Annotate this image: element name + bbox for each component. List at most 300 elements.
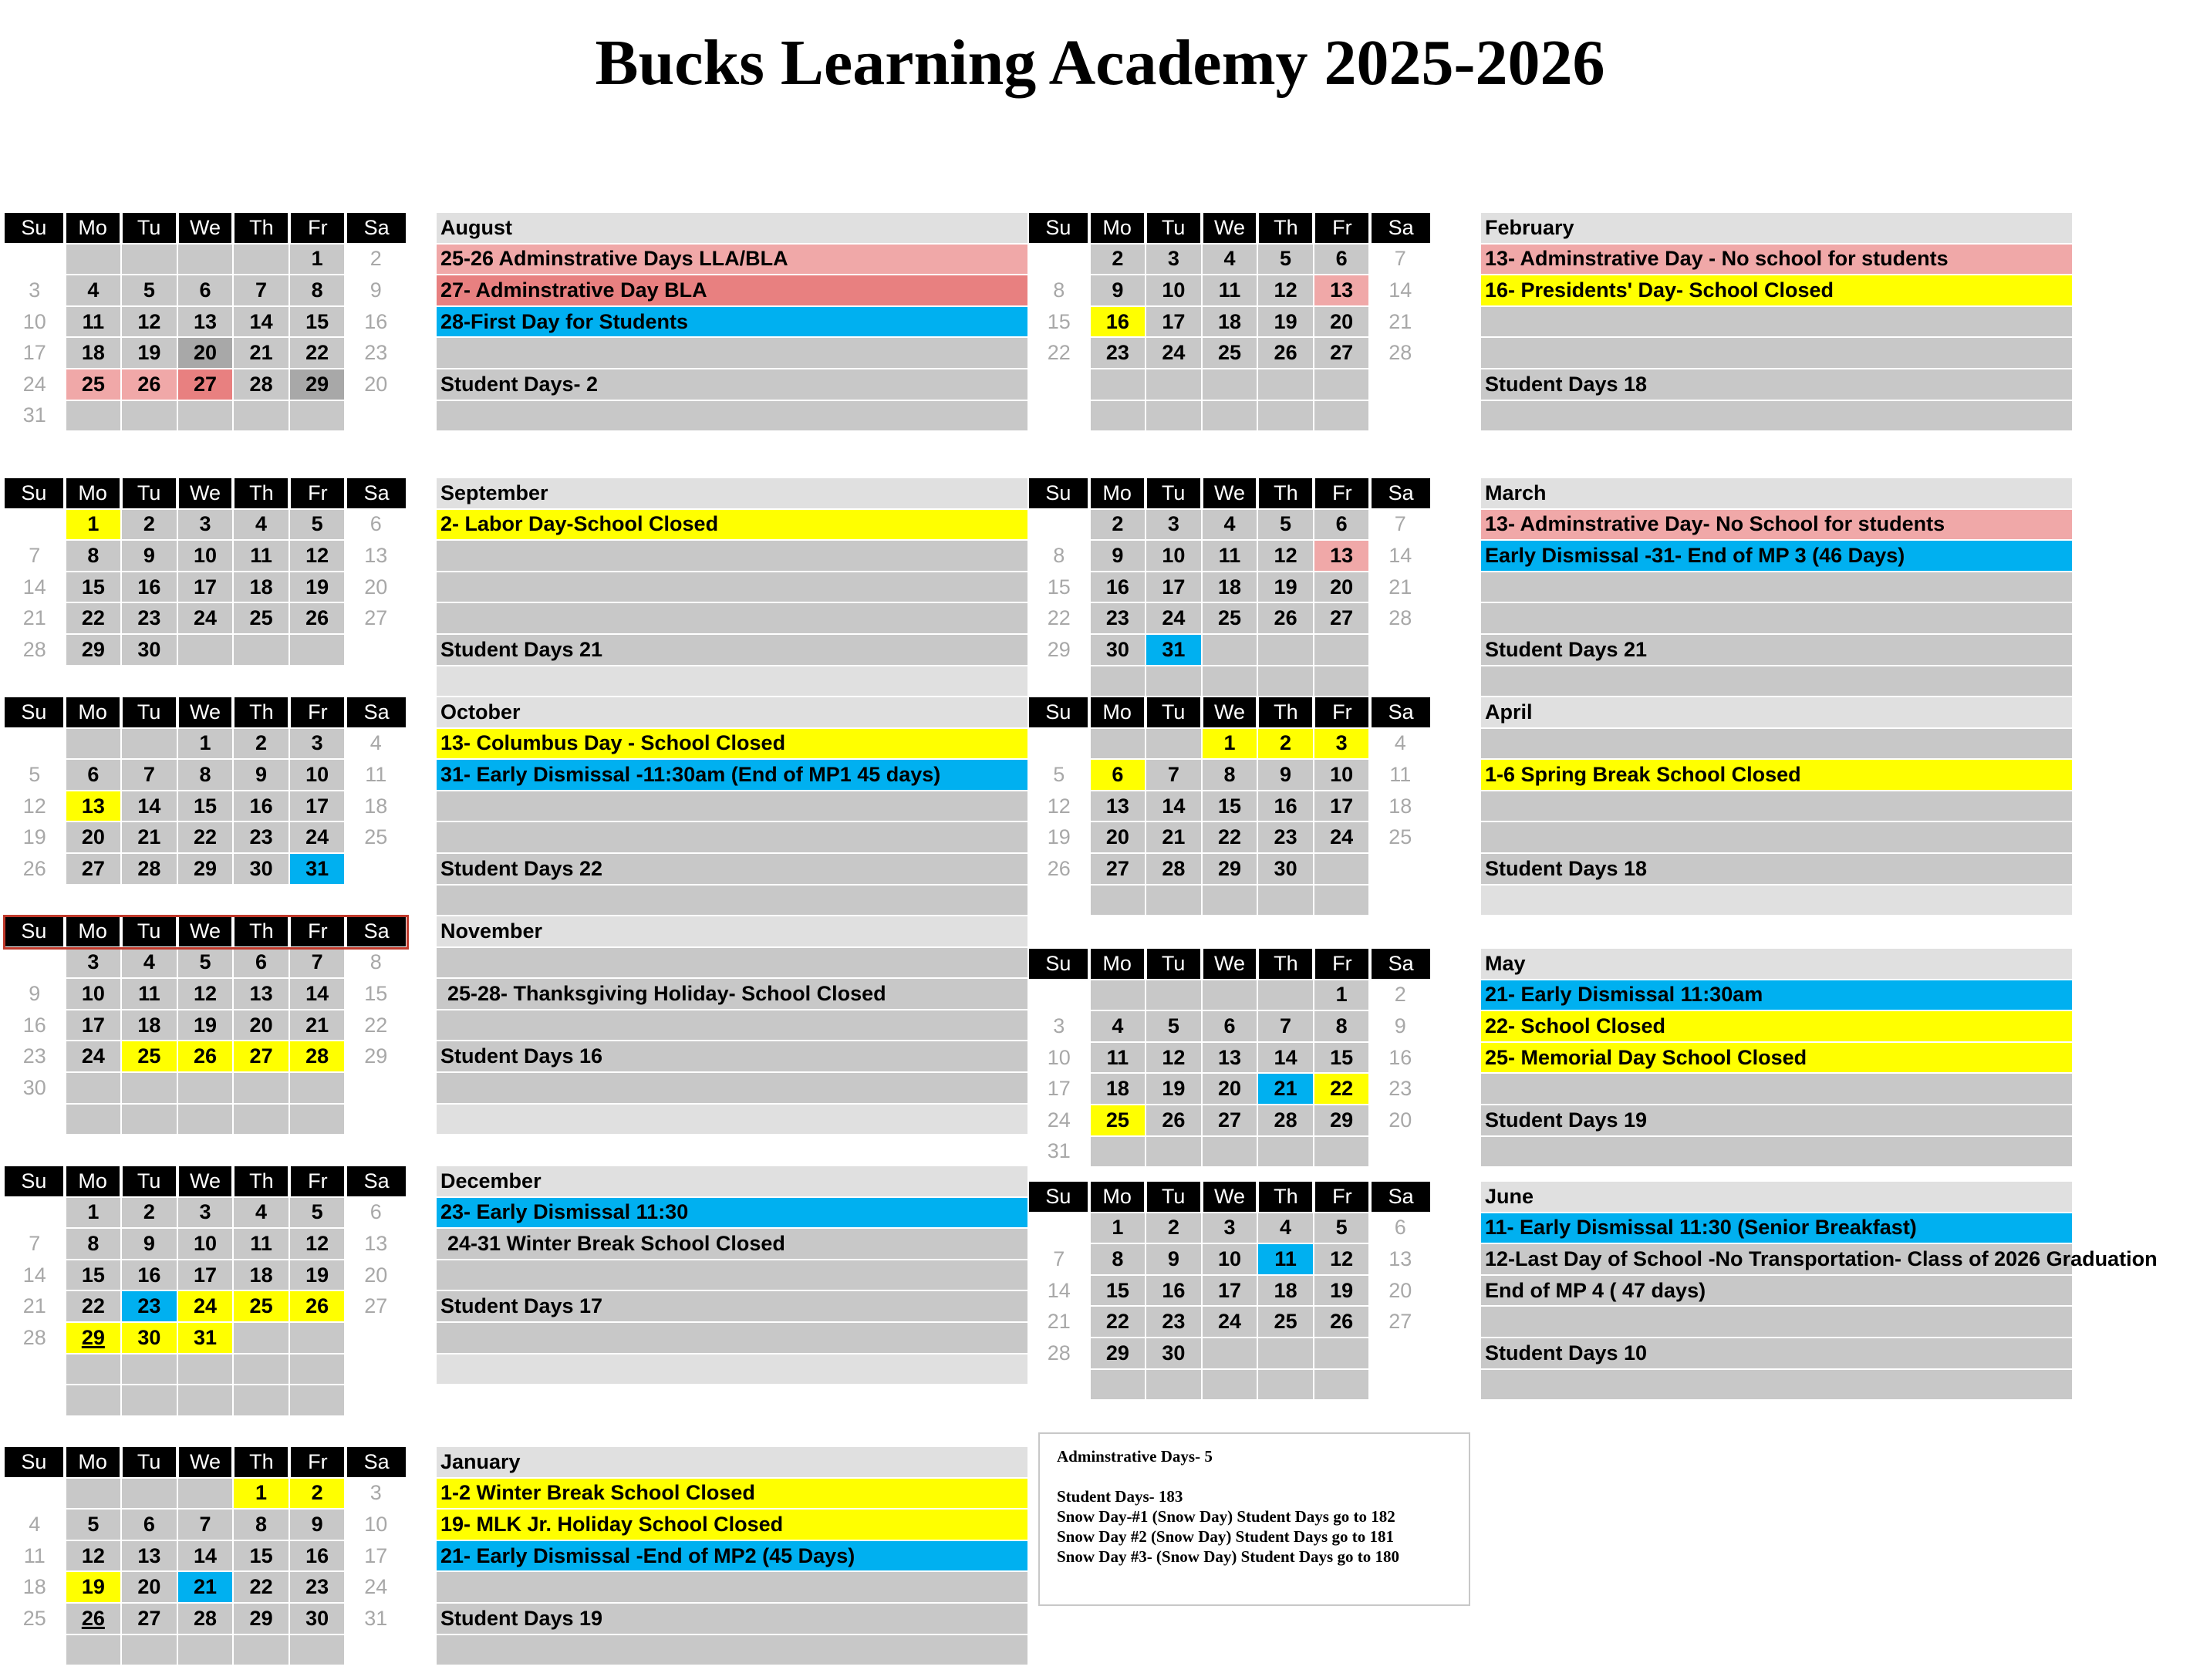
day-number: 4 bbox=[1223, 247, 1236, 271]
day-number: 18 bbox=[81, 341, 105, 365]
day-cell bbox=[1091, 729, 1147, 761]
day-cell bbox=[122, 541, 178, 572]
day-cell bbox=[178, 369, 235, 401]
day-number: 11 bbox=[1389, 762, 1412, 786]
day-number: 28 bbox=[137, 856, 161, 880]
weekday-mo: Mo bbox=[1091, 1182, 1146, 1213]
day-number: 21 bbox=[1274, 1077, 1297, 1101]
day-number: 22 bbox=[81, 1294, 105, 1318]
day-number: 11 bbox=[250, 1231, 272, 1255]
day-number: 13 bbox=[193, 309, 218, 333]
day-cell bbox=[5, 541, 66, 572]
day-cell bbox=[1029, 791, 1091, 823]
week-row bbox=[5, 979, 407, 1010]
day-number: 15 bbox=[1105, 1278, 1129, 1302]
day-number: 22 bbox=[1105, 1310, 1129, 1334]
day-number: 25 bbox=[22, 1606, 46, 1630]
notes-mar bbox=[1481, 478, 2072, 697]
day-cell bbox=[1091, 1338, 1147, 1370]
weekday-tu: Tu bbox=[123, 478, 177, 510]
day-cell bbox=[1029, 886, 1091, 917]
day-number: 14 bbox=[22, 1263, 46, 1287]
week-row bbox=[5, 1479, 407, 1510]
weekday-th: Th bbox=[235, 1166, 289, 1198]
day-cell bbox=[178, 1323, 235, 1354]
week-row bbox=[5, 1105, 407, 1136]
day-number: 20 bbox=[1330, 309, 1354, 333]
day-number: 7 bbox=[311, 950, 323, 974]
day-cell bbox=[122, 822, 178, 854]
weekday-header bbox=[1029, 697, 1432, 729]
day-number: 17 bbox=[305, 794, 329, 818]
day-cell bbox=[178, 791, 235, 823]
day-number: 18 bbox=[249, 1263, 273, 1287]
day-number: 31 bbox=[305, 856, 329, 880]
day-cell bbox=[5, 1010, 66, 1042]
day-cell bbox=[1029, 635, 1091, 666]
day-cell bbox=[122, 1385, 178, 1417]
day-number: 31 bbox=[1047, 1139, 1071, 1163]
week-row bbox=[1029, 1370, 1432, 1402]
week-row bbox=[5, 1385, 407, 1417]
week-row bbox=[1029, 572, 1432, 604]
week-row bbox=[1029, 275, 1432, 307]
day-cell bbox=[1314, 886, 1371, 917]
day-cell bbox=[1146, 1338, 1203, 1370]
note-row-empty bbox=[1481, 572, 2072, 604]
day-number: 6 bbox=[1112, 762, 1124, 786]
day-number: 18 bbox=[1274, 1278, 1297, 1302]
day-number: 5 bbox=[87, 1512, 100, 1536]
week-row bbox=[1029, 1244, 1432, 1276]
day-number: 7 bbox=[1053, 1247, 1065, 1270]
day-cell bbox=[122, 572, 178, 604]
day-number: 23 bbox=[305, 1575, 329, 1599]
week-row bbox=[1029, 854, 1432, 886]
day-number: 25 bbox=[1388, 825, 1412, 849]
week-row bbox=[5, 307, 407, 339]
note-row-empty bbox=[437, 572, 1027, 604]
day-number: 2 bbox=[369, 247, 382, 271]
day-cell bbox=[1258, 666, 1314, 698]
day-cell bbox=[234, 791, 290, 823]
day-cell bbox=[1370, 729, 1432, 761]
month-name: September bbox=[437, 478, 1027, 510]
day-number: 6 bbox=[369, 512, 382, 536]
week-row bbox=[5, 1510, 407, 1541]
day-cell bbox=[1370, 541, 1432, 572]
day-cell bbox=[1029, 510, 1091, 541]
day-cell bbox=[234, 635, 290, 666]
day-number: 9 bbox=[311, 1512, 323, 1536]
day-number: 16 bbox=[1274, 794, 1297, 818]
day-number: 23 bbox=[1388, 1077, 1412, 1101]
day-cell bbox=[1029, 822, 1091, 854]
day-cell bbox=[5, 1229, 66, 1260]
day-number: 3 bbox=[29, 278, 41, 302]
day-cell bbox=[66, 791, 123, 823]
week-row bbox=[1029, 369, 1432, 401]
weekday-we: We bbox=[1203, 478, 1258, 510]
month-name: December bbox=[437, 1166, 1027, 1198]
day-cell bbox=[290, 307, 346, 339]
day-number: 10 bbox=[193, 1231, 218, 1255]
week-row bbox=[5, 635, 407, 666]
day-cell bbox=[5, 1354, 66, 1386]
day-cell bbox=[178, 1073, 235, 1105]
day-number: 19 bbox=[137, 341, 161, 365]
day-cell bbox=[178, 1604, 235, 1635]
week-row bbox=[1029, 1043, 1432, 1074]
day-cell bbox=[1091, 854, 1147, 886]
weekday-fr: Fr bbox=[291, 916, 346, 948]
day-number: 27 bbox=[364, 1294, 388, 1318]
weekday-su: Su bbox=[5, 1447, 65, 1479]
day-cell bbox=[5, 948, 66, 980]
day-cell bbox=[346, 1260, 407, 1292]
day-cell bbox=[1091, 307, 1147, 339]
day-number: 17 bbox=[193, 1263, 218, 1287]
day-number: 25 bbox=[81, 372, 105, 396]
day-number: 14 bbox=[137, 794, 161, 818]
day-cell bbox=[1314, 854, 1371, 886]
day-cell bbox=[290, 822, 346, 854]
weekday-su: Su bbox=[1029, 1182, 1089, 1213]
day-number: 1 bbox=[1335, 983, 1348, 1007]
note-row-empty bbox=[1481, 822, 2072, 854]
day-cell bbox=[178, 1105, 235, 1136]
day-number: 27 bbox=[249, 1044, 273, 1068]
day-cell bbox=[290, 1105, 346, 1136]
day-number: 4 bbox=[369, 731, 382, 755]
day-cell bbox=[234, 1198, 290, 1230]
day-cell bbox=[178, 1635, 235, 1667]
day-number: 24 bbox=[22, 372, 46, 396]
day-cell bbox=[346, 1323, 407, 1354]
weekday-fr: Fr bbox=[291, 697, 346, 729]
day-number: 11 bbox=[1218, 543, 1241, 567]
week-row bbox=[5, 1010, 407, 1042]
day-cell bbox=[1258, 1244, 1314, 1276]
weekday-tu: Tu bbox=[123, 1447, 177, 1479]
day-cell bbox=[66, 541, 123, 572]
day-cell bbox=[1146, 1244, 1203, 1276]
month-name: February bbox=[1481, 213, 2072, 245]
day-cell bbox=[1314, 666, 1371, 698]
note-row-empty bbox=[437, 948, 1027, 980]
note-row: Student Days 19 bbox=[437, 1604, 1027, 1635]
note-row: 25-26 Adminstrative Days LLA/BLA bbox=[437, 245, 1027, 276]
day-cell bbox=[1091, 338, 1147, 369]
day-number: 16 bbox=[137, 1263, 161, 1287]
day-cell bbox=[1258, 245, 1314, 276]
day-cell bbox=[1370, 886, 1432, 917]
day-number: 9 bbox=[143, 1231, 155, 1255]
day-cell bbox=[234, 401, 290, 433]
day-number: 19 bbox=[22, 825, 46, 849]
day-cell bbox=[5, 1385, 66, 1417]
day-cell bbox=[1258, 603, 1314, 635]
weekday-tu: Tu bbox=[123, 213, 177, 245]
day-cell bbox=[290, 369, 346, 401]
week-row bbox=[1029, 729, 1432, 761]
day-cell bbox=[1314, 572, 1371, 604]
day-number: 16 bbox=[22, 1013, 46, 1037]
day-number: 20 bbox=[364, 372, 388, 396]
day-number: 28 bbox=[22, 1325, 46, 1349]
day-cell bbox=[1314, 791, 1371, 823]
day-cell bbox=[346, 1105, 407, 1136]
note-row-empty bbox=[437, 1073, 1027, 1105]
day-cell bbox=[122, 854, 178, 886]
note-row: 11- Early Dismissal 11:30 (Senior Breakfast) bbox=[1481, 1213, 2072, 1245]
day-number: 19 bbox=[1162, 1077, 1186, 1101]
day-cell bbox=[1203, 510, 1259, 541]
day-number: 6 bbox=[255, 950, 268, 974]
week-row bbox=[5, 760, 407, 791]
day-number: 2 bbox=[143, 512, 155, 536]
week-row bbox=[5, 510, 407, 541]
day-number: 15 bbox=[1047, 575, 1071, 599]
day-number: 13 bbox=[81, 794, 105, 818]
day-cell bbox=[5, 1291, 66, 1323]
day-cell bbox=[290, 1635, 346, 1667]
day-cell bbox=[346, 854, 407, 886]
day-cell bbox=[1314, 1276, 1371, 1307]
weekday-fr: Fr bbox=[291, 478, 346, 510]
weekday-sa: Sa bbox=[347, 478, 407, 510]
day-cell bbox=[1258, 886, 1314, 917]
note-row-empty bbox=[437, 822, 1027, 854]
weekday-mo: Mo bbox=[66, 478, 121, 510]
day-cell bbox=[1029, 1105, 1091, 1137]
day-number: 16 bbox=[1162, 1278, 1186, 1302]
day-number: 7 bbox=[1280, 1014, 1292, 1037]
day-number: 13 bbox=[1388, 1247, 1412, 1270]
weekday-we: We bbox=[1203, 697, 1258, 729]
day-number: 23 bbox=[249, 825, 273, 849]
day-cell bbox=[178, 1229, 235, 1260]
day-number: 26 bbox=[305, 606, 329, 630]
day-cell bbox=[178, 401, 235, 433]
day-number: 15 bbox=[1330, 1045, 1354, 1069]
day-number: 5 bbox=[1280, 512, 1292, 536]
day-number: 29 bbox=[1105, 1341, 1129, 1365]
day-cell bbox=[234, 275, 290, 307]
day-cell bbox=[1258, 1011, 1314, 1043]
day-cell bbox=[122, 1010, 178, 1042]
day-cell bbox=[234, 854, 290, 886]
day-number: 3 bbox=[369, 1481, 382, 1505]
month-name: March bbox=[1481, 478, 2072, 510]
week-row bbox=[5, 1635, 407, 1667]
notes-feb bbox=[1481, 213, 2072, 432]
day-cell bbox=[1258, 1370, 1314, 1402]
day-number: 14 bbox=[1388, 543, 1412, 567]
day-number: 25 bbox=[249, 606, 273, 630]
day-cell bbox=[1314, 401, 1371, 433]
week-row bbox=[1029, 1276, 1432, 1307]
weekday-fr: Fr bbox=[1315, 213, 1370, 245]
day-cell bbox=[346, 1604, 407, 1635]
day-cell bbox=[290, 979, 346, 1010]
weekday-we: We bbox=[179, 478, 234, 510]
day-number: 9 bbox=[255, 762, 268, 786]
day-cell bbox=[234, 1572, 290, 1604]
day-cell bbox=[5, 1073, 66, 1105]
day-number: 26 bbox=[1162, 1108, 1186, 1132]
day-number: 27 bbox=[137, 1606, 161, 1630]
note-row: 25-28- Thanksgiving Holiday- School Closed bbox=[437, 979, 1027, 1010]
day-cell bbox=[178, 510, 235, 541]
day-cell bbox=[1314, 1307, 1371, 1338]
week-row bbox=[5, 1041, 407, 1073]
day-number: 25 bbox=[1217, 341, 1242, 365]
day-number: 29 bbox=[1330, 1108, 1354, 1132]
day-cell bbox=[1203, 1137, 1259, 1169]
weekday-header bbox=[5, 1166, 407, 1198]
day-cell bbox=[178, 1510, 235, 1541]
weekday-sa: Sa bbox=[1372, 1182, 1432, 1213]
week-row bbox=[5, 1541, 407, 1573]
day-cell bbox=[1029, 338, 1091, 369]
note-row-empty bbox=[437, 666, 1027, 698]
week-row bbox=[1029, 1338, 1432, 1370]
day-number: 29 bbox=[1217, 856, 1242, 880]
summary-snow-day-2: Snow Day #2 (Snow Day) Student Days go to 181 bbox=[1057, 1527, 1394, 1546]
day-cell bbox=[234, 1354, 290, 1386]
weekday-sa: Sa bbox=[347, 1447, 407, 1479]
day-number: 1 bbox=[1223, 731, 1236, 755]
day-cell bbox=[346, 1479, 407, 1510]
day-cell bbox=[346, 369, 407, 401]
day-number: 21 bbox=[1388, 575, 1412, 599]
day-cell bbox=[234, 307, 290, 339]
day-number: 19 bbox=[81, 1575, 105, 1599]
week-row bbox=[5, 1354, 407, 1386]
day-number: 8 bbox=[199, 762, 211, 786]
note-row: Student Days 16 bbox=[437, 1041, 1027, 1073]
day-cell bbox=[5, 979, 66, 1010]
week-row bbox=[1029, 510, 1432, 541]
month-name: November bbox=[437, 916, 1027, 948]
day-number: 5 bbox=[311, 512, 323, 536]
week-row bbox=[5, 245, 407, 276]
day-number: 11 bbox=[23, 1543, 46, 1567]
day-cell bbox=[1314, 1370, 1371, 1402]
day-number: 25 bbox=[249, 1294, 273, 1318]
day-number: 3 bbox=[199, 512, 211, 536]
month-name: October bbox=[437, 697, 1027, 729]
day-number: 8 bbox=[369, 950, 382, 974]
weekday-su: Su bbox=[5, 916, 65, 948]
day-cell bbox=[1314, 1074, 1371, 1105]
note-row-empty bbox=[437, 1260, 1027, 1292]
day-cell bbox=[290, 1479, 346, 1510]
day-cell bbox=[1091, 980, 1147, 1012]
day-cell bbox=[66, 401, 123, 433]
note-row: Student Days 22 bbox=[437, 854, 1027, 886]
day-cell bbox=[1370, 338, 1432, 369]
day-cell bbox=[1146, 369, 1203, 401]
day-number: 12 bbox=[1274, 543, 1297, 567]
day-cell bbox=[1146, 510, 1203, 541]
day-cell bbox=[1258, 1105, 1314, 1137]
day-number: 17 bbox=[193, 575, 218, 599]
day-number: 4 bbox=[1280, 1216, 1292, 1240]
day-cell bbox=[1203, 729, 1259, 761]
weekday-mo: Mo bbox=[1091, 478, 1146, 510]
day-cell bbox=[122, 729, 178, 761]
day-number: 20 bbox=[1105, 825, 1129, 849]
day-cell bbox=[1146, 1074, 1203, 1105]
day-cell bbox=[1029, 666, 1091, 698]
weekday-sa: Sa bbox=[347, 213, 407, 245]
day-number: 24 bbox=[1047, 1108, 1071, 1132]
day-number: 1 bbox=[311, 247, 323, 271]
day-cell bbox=[1203, 275, 1259, 307]
day-cell bbox=[290, 1354, 346, 1386]
calendar-jan bbox=[5, 1447, 407, 1666]
day-cell bbox=[1203, 1244, 1259, 1276]
weekday-mo: Mo bbox=[66, 916, 121, 948]
week-row bbox=[1029, 307, 1432, 339]
day-number: 14 bbox=[1047, 1278, 1071, 1302]
day-cell bbox=[178, 822, 235, 854]
notes-jan bbox=[437, 1447, 1027, 1666]
day-cell bbox=[122, 1604, 178, 1635]
day-number: 15 bbox=[81, 1263, 105, 1287]
note-row: 13- Adminstrative Day - No school for students bbox=[1481, 245, 2072, 276]
note-row: Student Days 10 bbox=[1481, 1338, 2072, 1370]
day-cell bbox=[1029, 1011, 1091, 1043]
day-cell bbox=[122, 1041, 178, 1073]
day-number: 19 bbox=[1274, 309, 1297, 333]
day-cell bbox=[290, 729, 346, 761]
weekday-su: Su bbox=[1029, 949, 1089, 980]
day-cell bbox=[1203, 760, 1259, 791]
day-number: 24 bbox=[1162, 606, 1186, 630]
day-number: 27 bbox=[1330, 341, 1354, 365]
day-number: 21 bbox=[1162, 825, 1186, 849]
weekday-fr: Fr bbox=[1315, 478, 1370, 510]
day-number: 17 bbox=[1047, 1077, 1071, 1101]
note-row: 22- School Closed bbox=[1481, 1011, 2072, 1043]
day-number: 4 bbox=[143, 950, 155, 974]
day-cell bbox=[290, 1010, 346, 1042]
day-cell bbox=[122, 1541, 178, 1573]
day-cell bbox=[1258, 1137, 1314, 1169]
day-cell bbox=[1091, 603, 1147, 635]
day-cell bbox=[1091, 1276, 1147, 1307]
day-cell bbox=[5, 401, 66, 433]
day-number: 14 bbox=[1162, 794, 1186, 818]
weekday-su: Su bbox=[5, 478, 65, 510]
day-number: 15 bbox=[249, 1543, 273, 1567]
weekday-we: We bbox=[179, 1447, 234, 1479]
day-number: 7 bbox=[143, 762, 155, 786]
day-cell bbox=[122, 245, 178, 276]
weekday-tu: Tu bbox=[123, 916, 177, 948]
day-number: 21 bbox=[1388, 309, 1412, 333]
day-cell bbox=[234, 1604, 290, 1635]
week-row bbox=[1029, 822, 1432, 854]
note-row: 1-6 Spring Break School Closed bbox=[1481, 760, 2072, 791]
weekday-header bbox=[5, 916, 407, 948]
weekday-header bbox=[5, 213, 407, 245]
day-number: 15 bbox=[193, 794, 218, 818]
note-row-empty bbox=[437, 1572, 1027, 1604]
